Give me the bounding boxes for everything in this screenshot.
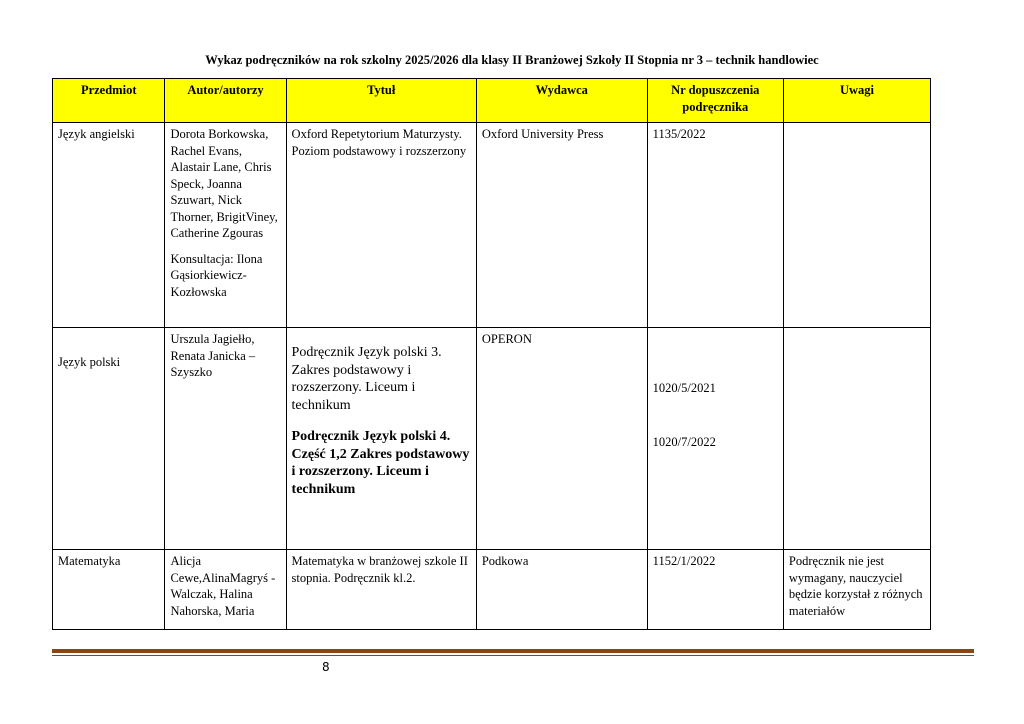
cell-notes: Podręcznik nie jest wymagany, nauczyciel będzie korzystał z różnych materiałów <box>783 550 930 630</box>
cell-authors: Urszula Jagiełło, Renata Janicka – Szyszko <box>165 328 286 550</box>
header-notes: Uwagi <box>783 79 930 123</box>
cell-title <box>286 328 476 550</box>
cell-subject: Język angielski <box>53 123 165 328</box>
table-header-row <box>53 79 931 123</box>
cell-title: Matematyka w branżowej szkole II stopnia. Podręcznik kl.2. <box>286 550 476 630</box>
cell-subject: Język polski <box>53 328 165 550</box>
title-part-1: Podręcznik Język polski 3. Zakres podstawowy i rozszerzony. Liceum i technikum <box>291 345 442 413</box>
footer-divider <box>52 649 974 653</box>
cell-authors <box>165 123 286 328</box>
cell-subject: Matematyka <box>53 550 165 630</box>
title-part-2: Podręcznik Język polski 4. Część 1,2 Zakres podstawowy i rozszerzony. Liceum i technikum <box>291 429 470 497</box>
document-title: Wykaz podręczników na rok szkolny 2025/2026 dla klasy II Branżowej Szkoły II Stopnia nr 3 – technik handlowiec <box>205 53 819 67</box>
approval-2: 1020/7/2022 <box>652 434 716 449</box>
table-row <box>53 550 931 630</box>
cell-approval: 1135/2022 <box>647 123 783 328</box>
cell-authors: Alicja Cewe,AlinaMagryś - Walczak, Halina Nahorska, Maria <box>165 550 286 630</box>
cell-title: Oxford Repetytorium Maturzysty. Poziom podstawowy i rozszerzony <box>286 123 476 328</box>
header-publisher: Wydawca <box>476 79 647 123</box>
header-subject: Przedmiot <box>53 79 165 123</box>
cell-notes <box>783 123 930 328</box>
consultation-text: Konsultacja: Ilona Gąsiorkiewicz-Kozłowska <box>170 251 263 299</box>
approval-1: 1020/5/2021 <box>652 381 716 395</box>
table-row <box>53 328 931 550</box>
header-authors: Autor/autorzy <box>165 79 286 123</box>
cell-approval <box>647 328 783 550</box>
cell-publisher: OPERON <box>476 328 647 550</box>
cell-publisher: Podkowa <box>476 550 647 630</box>
cell-publisher: Oxford University Press <box>476 123 647 328</box>
table-row <box>53 123 931 328</box>
cell-approval: 1152/1/2022 <box>647 550 783 630</box>
page-number: 8 <box>322 660 330 674</box>
footer-divider-thin <box>52 655 974 656</box>
authors-text: Dorota Borkowska, Rachel Evans, Alastair Lane, Chris Speck, Joanna Szuwart, Nick Thorner, BrigitViney, Catherine Zgouras <box>170 127 278 240</box>
header-approval: Nr dopuszczenia podręcznika <box>647 79 783 123</box>
header-title: Tytuł <box>286 79 476 123</box>
textbook-table <box>52 78 931 630</box>
cell-notes <box>783 328 930 550</box>
